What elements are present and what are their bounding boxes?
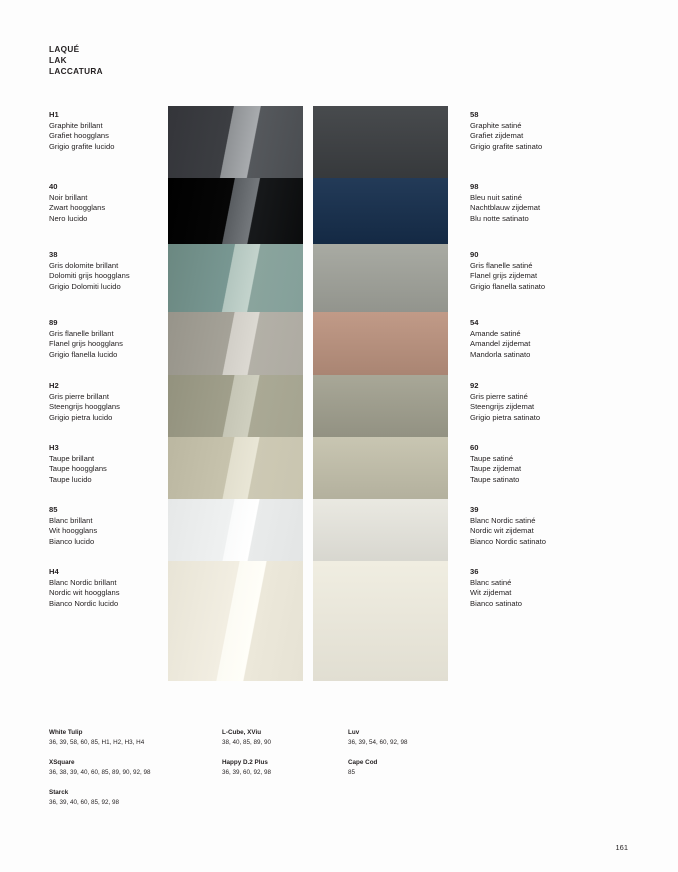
family-codes: 36, 38, 39, 40, 60, 85, 89, 90, 92, 98 — [49, 769, 151, 776]
swatch-label-right — [470, 567, 522, 609]
swatch-label-right — [470, 110, 542, 152]
swatch-row — [0, 312, 678, 375]
swatch-code: 90 — [470, 250, 479, 259]
swatch-code: 92 — [470, 381, 479, 390]
swatch-gloss — [168, 561, 303, 681]
family-name: Starck — [49, 789, 69, 796]
swatch-label-right — [470, 182, 540, 224]
swatch-row — [0, 437, 678, 499]
swatch-matte — [313, 312, 448, 375]
swatch-code: H4 — [49, 567, 59, 576]
swatch-row — [0, 106, 678, 178]
swatch-rows — [0, 106, 678, 681]
swatch-name-it: Grigio flanella satinato — [470, 281, 546, 291]
swatch-label-right — [470, 381, 540, 423]
swatch-name-fr: Noir brillant — [49, 192, 88, 202]
swatch-matte — [313, 499, 448, 561]
swatch-code: 39 — [470, 505, 479, 514]
swatch-matte — [313, 244, 448, 312]
swatch-name-fr: Bleu nuit satiné — [470, 192, 522, 202]
swatch-label-left — [49, 505, 97, 547]
swatch-name-fr: Blanc Nordic brillant — [49, 577, 117, 587]
swatch-gloss — [168, 244, 303, 312]
swatch-name-nl: Taupe hoogglans — [49, 464, 107, 474]
swatch-name-fr: Gris flanelle satiné — [470, 260, 533, 270]
page-title — [49, 44, 103, 77]
swatch-name-nl: Dolomiti grijs hoogglans — [49, 271, 130, 281]
swatch-name-nl: Amandel zijdemat — [470, 339, 531, 349]
swatch-code: H1 — [49, 110, 59, 119]
swatch-code: 54 — [470, 318, 479, 327]
swatch-name-nl: Flanel grijs hoogglans — [49, 339, 123, 349]
family-name: Cape Cod — [348, 759, 378, 766]
swatch-matte — [313, 106, 448, 178]
swatch-gloss — [168, 178, 303, 244]
swatch-name-fr: Amande satiné — [470, 328, 521, 338]
family-name: L-Cube, XViu — [222, 729, 262, 736]
swatch-name-fr: Graphite brillant — [49, 120, 103, 130]
page-title-line-nl: LAK — [49, 56, 67, 65]
swatch-label-left — [49, 443, 107, 485]
family-name: XSquare — [49, 759, 75, 766]
swatch-label-left — [49, 182, 105, 224]
swatch-label-right — [470, 505, 546, 547]
swatch-name-it: Taupe satinato — [470, 474, 520, 484]
swatch-name-it: Grigio Dolomiti lucido — [49, 281, 121, 291]
swatch-row — [0, 499, 678, 561]
swatch-name-nl: Nordic wit hoogglans — [49, 588, 120, 598]
swatch-name-it: Grigio grafite satinato — [470, 141, 543, 151]
family-codes: 36, 39, 58, 60, 85, H1, H2, H3, H4 — [49, 739, 145, 746]
swatch-gloss — [168, 437, 303, 499]
swatch-code: H3 — [49, 443, 59, 452]
swatch-name-fr: Blanc Nordic satiné — [470, 515, 536, 525]
swatch-matte — [313, 437, 448, 499]
swatch-matte — [313, 178, 448, 244]
swatch-name-fr: Graphite satiné — [470, 120, 522, 130]
swatch-name-nl: Nordic wit zijdemat — [470, 526, 534, 536]
family-name: White Tulip — [49, 729, 83, 736]
page-number: 161 — [615, 843, 628, 852]
swatch-name-it: Grigio pietra lucido — [49, 412, 113, 422]
family-name: Luv — [348, 729, 360, 736]
swatch-name-it: Grigio flanella lucido — [49, 349, 118, 359]
swatch-name-nl: Wit hoogglans — [49, 526, 98, 536]
swatch-label-right — [470, 250, 545, 292]
swatch-name-it: Bianco lucido — [49, 536, 95, 546]
family-codes: 36, 39, 60, 92, 98 — [222, 769, 272, 776]
swatch-row — [0, 561, 678, 681]
swatch-name-nl: Zwart hoogglans — [49, 203, 106, 213]
swatch-name-nl: Grafiet zijdemat — [470, 131, 524, 141]
page-title-line-fr: LAQUÉ — [49, 45, 80, 54]
family-codes: 36, 39, 40, 60, 85, 92, 98 — [49, 799, 120, 806]
swatch-name-fr: Gris pierre satiné — [470, 391, 528, 401]
swatch-name-fr: Gris dolomite brillant — [49, 260, 119, 270]
swatch-matte — [313, 375, 448, 437]
family-entry — [222, 728, 271, 747]
page-title-line-it: LACCATURA — [49, 67, 103, 76]
swatch-name-it: Bianco satinato — [470, 598, 522, 608]
swatch-name-nl: Steengrijs hoogglans — [49, 402, 120, 412]
swatch-row — [0, 375, 678, 437]
swatch-name-it: Bianco Nordic lucido — [49, 598, 119, 608]
swatch-name-it: Grigio pietra satinato — [470, 412, 541, 422]
swatch-name-fr: Blanc satiné — [470, 577, 512, 587]
family-entry — [49, 758, 151, 777]
swatch-label-right — [470, 443, 521, 485]
family-name: Happy D.2 Plus — [222, 759, 268, 766]
swatch-name-it: Blu notte satinato — [470, 213, 529, 223]
swatch-code: 40 — [49, 182, 58, 191]
swatch-code: 58 — [470, 110, 479, 119]
family-entry — [348, 758, 377, 777]
swatch-row — [0, 178, 678, 244]
swatch-name-fr: Taupe brillant — [49, 453, 95, 463]
swatch-name-nl: Taupe zijdemat — [470, 464, 522, 474]
swatch-matte — [313, 561, 448, 681]
swatch-label-left — [49, 110, 114, 152]
swatch-code: 38 — [49, 250, 58, 259]
swatch-code: H2 — [49, 381, 59, 390]
swatch-code: 89 — [49, 318, 58, 327]
swatch-name-it: Mandorla satinato — [470, 349, 531, 359]
swatch-label-left — [49, 318, 123, 360]
swatch-gloss — [168, 499, 303, 561]
swatch-name-nl: Flanel grijs zijdemat — [470, 271, 538, 281]
swatch-name-fr: Taupe satiné — [470, 453, 514, 463]
swatch-name-nl: Wit zijdemat — [470, 588, 512, 598]
swatch-label-left — [49, 567, 120, 609]
swatch-gloss — [168, 106, 303, 178]
family-codes: 38, 40, 85, 89, 90 — [222, 739, 272, 746]
swatch-code: 85 — [49, 505, 58, 514]
swatch-row — [0, 244, 678, 312]
swatch-code: 98 — [470, 182, 479, 191]
swatch-name-it: Taupe lucido — [49, 474, 92, 484]
family-entry — [222, 758, 271, 777]
swatch-gloss — [168, 375, 303, 437]
swatch-label-left — [49, 250, 130, 292]
swatch-name-it: Bianco Nordic satinato — [470, 536, 546, 546]
swatch-name-nl: Nachtblauw zijdemat — [470, 203, 541, 213]
swatch-name-nl: Grafiet hoogglans — [49, 131, 109, 141]
swatch-name-fr: Blanc brillant — [49, 515, 93, 525]
family-codes: 85 — [348, 769, 356, 776]
swatch-label-left — [49, 381, 120, 423]
swatch-name-nl: Steengrijs zijdemat — [470, 402, 535, 412]
family-entry — [49, 788, 119, 807]
swatch-label-right — [470, 318, 530, 360]
swatch-code: 36 — [470, 567, 479, 576]
swatch-code: 60 — [470, 443, 479, 452]
swatch-gloss — [168, 312, 303, 375]
swatch-name-fr: Gris pierre brillant — [49, 391, 109, 401]
swatch-name-it: Nero lucido — [49, 213, 88, 223]
swatch-name-fr: Gris flanelle brillant — [49, 328, 114, 338]
swatch-name-it: Grigio grafite lucido — [49, 141, 115, 151]
family-entry — [49, 728, 144, 747]
family-entry — [348, 728, 408, 747]
family-codes: 36, 39, 54, 60, 92, 98 — [348, 739, 408, 746]
